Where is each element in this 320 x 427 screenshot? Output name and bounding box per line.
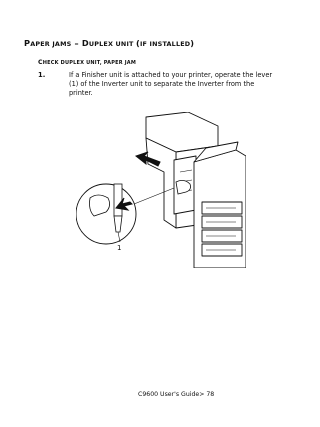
heading-initial: P — [24, 38, 31, 48]
heading-duplex-rest: UPLEX UNIT — [88, 40, 137, 48]
heading-dash: – — [71, 38, 82, 48]
heading-paren-open: ( — [136, 38, 140, 48]
section-heading — [24, 38, 194, 48]
finisher-side — [146, 138, 176, 228]
step-number: 1. — [38, 71, 46, 79]
step-instruction: If a Finisher unit is attached to your printer, operate the lever (1) of the Inverter unit to separate the Inverter from the printer. — [69, 71, 273, 97]
heading-paren-close: ) — [190, 38, 195, 48]
heading-if-installed: IF INSTALLED — [139, 40, 191, 48]
heading-part-1: APER JAMS — [30, 40, 72, 48]
subheading-rest: HECK DUPLEX UNIT, PAPER JAM — [42, 60, 137, 66]
magnifier-circle — [76, 184, 136, 244]
printer-illustration — [76, 112, 246, 268]
heading-duplex-initial: D — [81, 38, 89, 48]
sub-heading — [38, 59, 136, 66]
subheading-initial: C — [38, 59, 43, 66]
page-footer: C9600 User's Guide> 78 — [138, 391, 215, 398]
callout-label: 1 — [117, 244, 122, 252]
